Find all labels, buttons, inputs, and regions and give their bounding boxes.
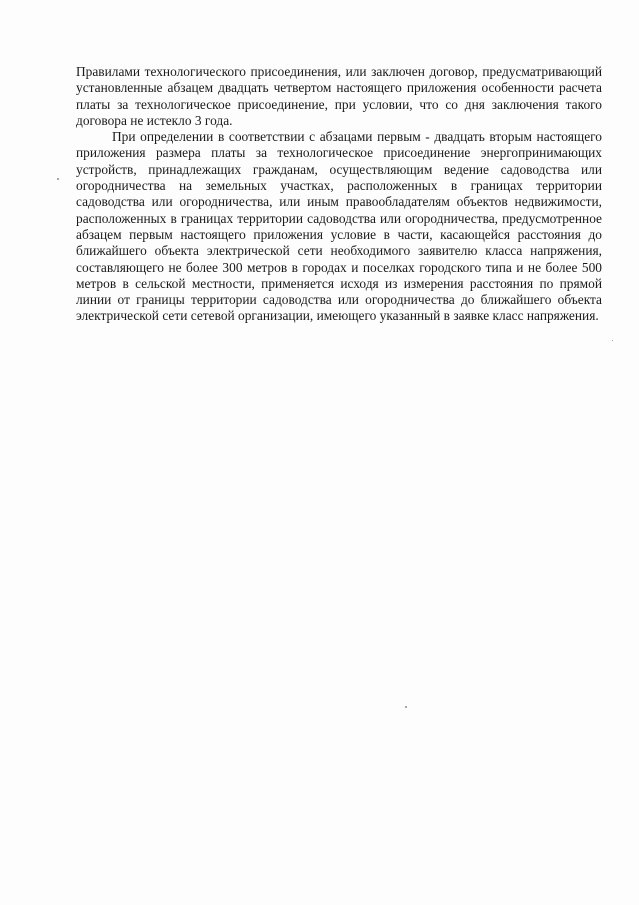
scan-speck <box>405 706 407 708</box>
paragraph-fee-calculation: При определении в соответствии с абзацами первым - двадцать вторым настоящего приложения размера платы за технологическое присоединение энергопринимающих устройств, принадлежащих гражданам, осуществляющим ведение садоводства или огородничества на земельных участках, расположенных в границах территории садоводства или огородничества, или иным правообладателям объектов недвижимости, расположенных в границах территории садоводства или огородничества, предусмотренное абзацем первым настоящего приложения условие в части, касающейся расстояния до ближайшего объекта электрической сети необходимого заявителю класса напряжения, составляющего не более 300 метров в городах и поселках городского типа и не более 500 метров в сельской местности, применяется исходя из измерения расстояния по прямой линии от границы территории садоводства или огородничества до ближайшего объекта электрической сети сетевой организации, имеющего указанный в заявке класс напряжения. <box>76 129 602 324</box>
scan-speck <box>612 340 613 341</box>
document-body <box>76 64 602 325</box>
scan-speck <box>57 178 59 180</box>
paragraph-continuation: Правилами технологического присоединения, или заключен договор, предусматривающий установленные абзацем двадцать четвертом настоящего приложения особенности расчета платы за технологическое присоединение, при условии, что со дня заключения такого договора не истекло 3 года. <box>76 64 602 128</box>
